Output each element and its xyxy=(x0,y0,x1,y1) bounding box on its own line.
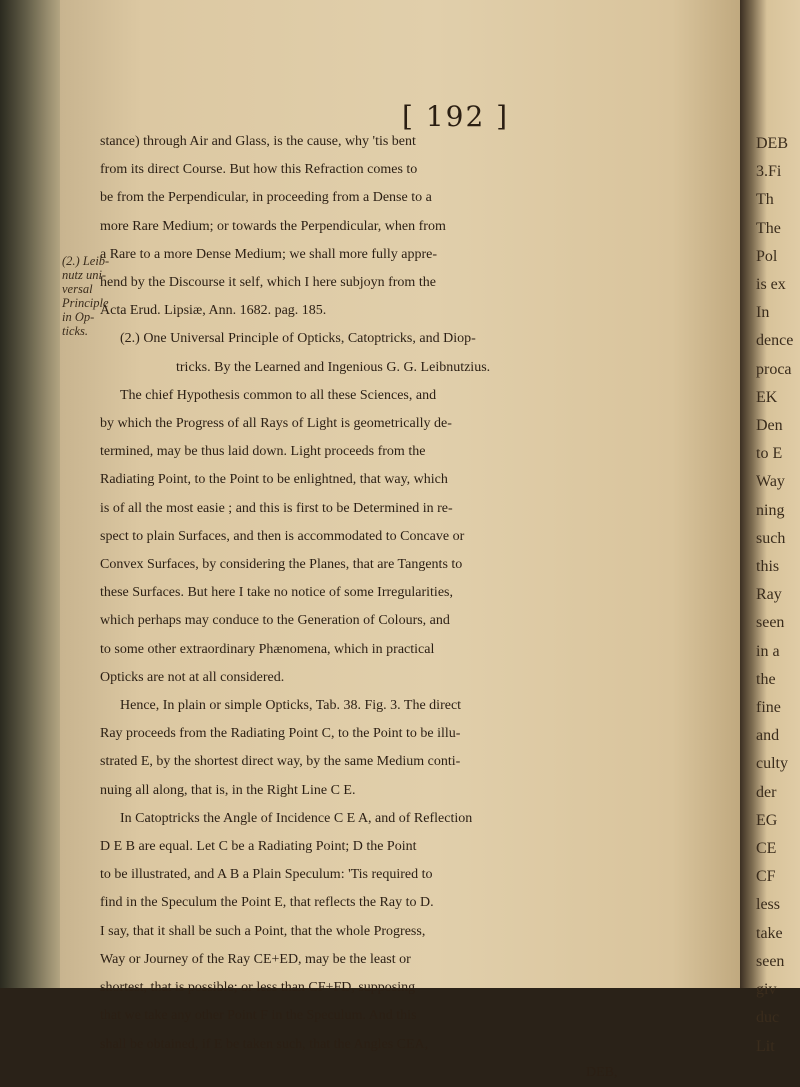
text-line: which perhaps may conduce to the Generation of Colours, and xyxy=(100,613,450,629)
facing-page-fragment: fine xyxy=(756,699,781,717)
margin-note-line: Principle xyxy=(62,296,109,310)
facing-page-fragment: EG xyxy=(756,811,778,829)
text-line: The chief Hypothesis common to all these Sciences, and xyxy=(120,387,437,403)
text-line: to be illustrated, and A B a Plain Speculum: 'Tis required to xyxy=(100,867,433,883)
facing-page-fragment: EK xyxy=(756,388,778,406)
facing-page-fragment: less xyxy=(756,896,780,914)
facing-page-fragment: ning xyxy=(756,501,785,519)
text-line: Ray proceeds from the Radiating Point C, to the Point to be illu- xyxy=(100,726,461,742)
text-line: nuing all along, that is, in the Right Line C E. xyxy=(100,782,356,798)
text-line: D E B are equal. Let C be a Radiating Point; D the Point xyxy=(100,839,417,855)
facing-page-fragment: seen xyxy=(756,952,785,970)
facing-page-fragment: CF xyxy=(756,868,776,886)
text-line: DEB, xyxy=(586,1064,618,1080)
facing-page-fragment: to E xyxy=(756,445,783,463)
facing-page-fragment: such xyxy=(756,529,786,547)
facing-page-fragment: proca xyxy=(756,360,792,378)
margin-note-line: ticks. xyxy=(62,324,89,338)
facing-page-fragment: giv xyxy=(756,981,777,999)
facing-page-fragment: Ray xyxy=(756,586,782,604)
margin-note-line: in Op- xyxy=(62,310,95,324)
facing-page-fragment: CE xyxy=(756,840,777,858)
facing-page-fragment: Th xyxy=(756,191,774,209)
text-line: I say, that it shall be such a Point, that the whole Progress, xyxy=(100,923,426,939)
facing-page-fragment: In xyxy=(756,304,770,322)
text-line: shortest, that is possible; or less than CF+FD, supposing xyxy=(100,980,416,996)
text-line: Acta Erud. Lipsiæ, Ann. 1682. pag. 185. xyxy=(100,303,327,319)
margin-note-line: (2.) Leib- xyxy=(62,254,110,268)
margin-note-line: nutz uni- xyxy=(62,268,107,282)
text-line: strated E, by the shortest direct way, by the same Medium conti- xyxy=(100,754,461,770)
text-line: more Rare Medium; or towards the Perpendicular, when from xyxy=(100,218,446,234)
text-line: tricks. By the Learned and Ingenious G. G. Leibnutzius. xyxy=(176,359,491,375)
facing-page-fragment: Den xyxy=(756,417,783,435)
facing-page-fragment: Way xyxy=(756,473,785,491)
text-line: Hence, In plain or simple Opticks, Tab. 38. Fig. 3. The direct xyxy=(120,698,462,714)
text-line: spect to plain Surfaces, and then is accommodated to Concave or xyxy=(100,528,465,544)
text-line: find in the Speculum the Point E, that reflects the Ray to D. xyxy=(100,895,434,911)
text-line: Way or Journey of the Ray CE+ED, may be the least or xyxy=(100,951,411,967)
facing-page-fragment: culty xyxy=(756,755,788,773)
text-line: that we take any other Point F in the Speculum. And this xyxy=(100,1008,417,1024)
facing-page-fragment: The xyxy=(756,219,781,237)
text-line: (2.) One Universal Principle of Opticks, Catoptricks, and Diop- xyxy=(120,331,476,347)
text-line: stance) through Air and Glass, is the cause, why 'tis bent xyxy=(100,134,416,149)
facing-page-fragment: duc xyxy=(756,1009,780,1027)
facing-page-fragment: in a xyxy=(756,642,780,660)
text-line: to some other extraordinary Phænomena, which in practical xyxy=(100,641,435,657)
text-line: these Surfaces. But here I take no notice of some Irregularities, xyxy=(100,585,453,601)
facing-page-fragment: dence xyxy=(756,332,794,350)
facing-page-fragment: Lit xyxy=(756,1037,775,1055)
text-line: by which the Progress of all Rays of Light is geometrically de- xyxy=(100,416,452,432)
text-line: from its direct Course. But how this Refraction comes to xyxy=(100,162,418,178)
text-line: Radiating Point, to the Point to be enlightned, that way, which xyxy=(100,472,448,488)
text-line: hend by the Discourse it self, which I here subjoyn from the xyxy=(100,275,436,291)
facing-page-fragment: DEB xyxy=(756,135,788,152)
text-line: Convex Surfaces, by considering the Planes, that are Tangents to xyxy=(100,557,463,573)
facing-page-fragment: the xyxy=(756,670,776,688)
facing-page-fragment: this xyxy=(756,558,780,576)
text-line: be from the Perpendicular, in proceeding from a Dense to a xyxy=(100,190,432,206)
text-line: a Rare to a more Dense Medium; we shall more fully appre- xyxy=(100,246,438,262)
body-text xyxy=(100,128,740,1087)
text-line: termined, may be thus laid down. Light proceeds from the xyxy=(100,444,426,460)
margin-note-line: versal xyxy=(62,282,93,296)
facing-page-fragment: seen xyxy=(756,614,785,632)
facing-page-text xyxy=(756,130,800,1061)
facing-page-fragment: take xyxy=(756,924,783,942)
facing-page-fragment: Pol xyxy=(756,247,778,265)
text-line: Opticks are not at all considered. xyxy=(100,669,285,685)
text-line: shall be obtained, if E be taken such, that the Angles CEA, xyxy=(100,1036,429,1052)
page-number: [ 192 ] xyxy=(402,100,510,133)
facing-page-fragment: der xyxy=(756,783,777,801)
text-line: In Catoptricks the Angle of Incidence C E A, and of Reflection xyxy=(120,810,473,826)
facing-page-fragment: and xyxy=(756,727,780,745)
facing-page-fragment: is ex xyxy=(756,276,786,294)
text-line: is of all the most easie ; and this is first to be Determined in re- xyxy=(100,500,453,516)
facing-page-fragment: 3.Fi xyxy=(756,163,782,181)
